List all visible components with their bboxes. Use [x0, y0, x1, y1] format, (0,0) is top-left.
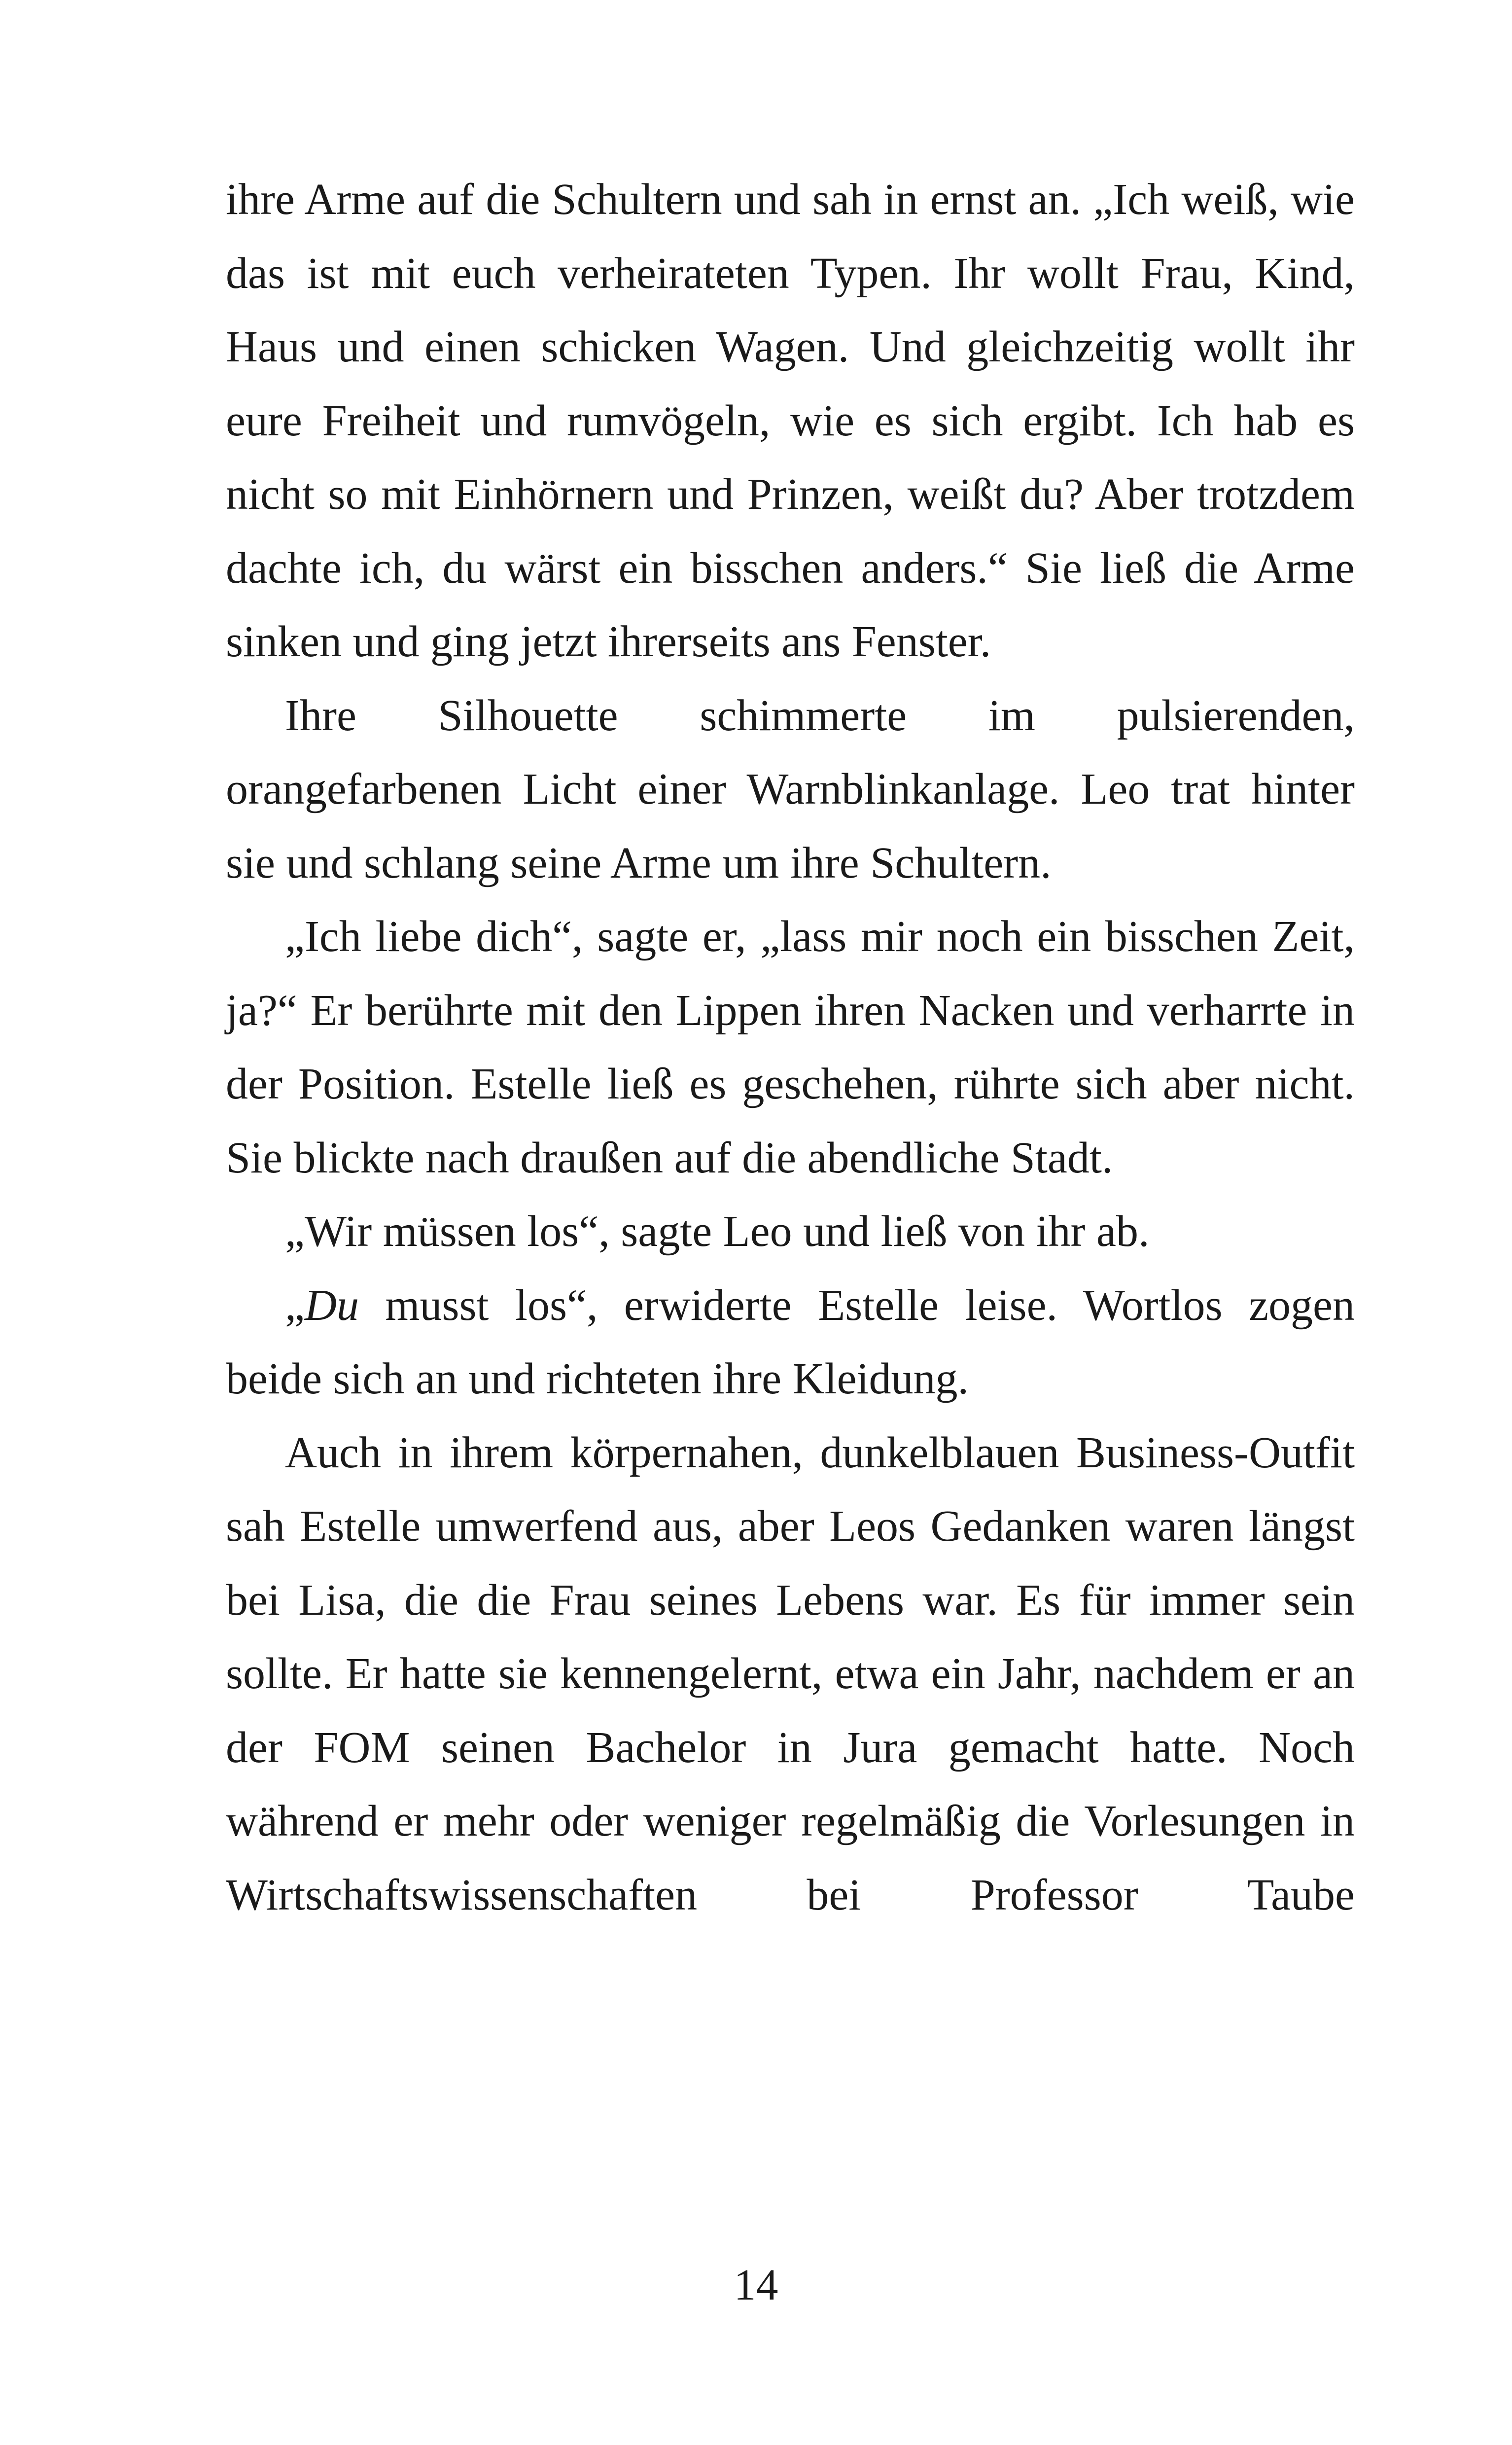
body-text: [226, 163, 1355, 1932]
paragraph-6: Auch in ihrem körpernahen, dunkelblauen Business-Outfit sah Estelle umwerfend aus, aber Leos Gedanken waren längst bei Lisa, die die Frau seines Lebens war. Es für immer sein sollte. Er hatte sie kennengelernt, etwa ein Jahr, nachdem er an der FOM seinen Bachelor in Jura gemacht hatte. Noch während er mehr oder weniger regelmäßig die Vorlesungen in Wirtschaftswissenschaften bei Professor Taube: [226, 1428, 1355, 1919]
paragraph-5-emphasis: Du: [304, 1280, 359, 1330]
page-number: 14: [734, 2261, 778, 2309]
paragraph-5: [226, 1269, 1355, 1416]
paragraph-2: Ihre Silhouette schimmerte im pulsierenden, orangefarbenen Licht einer Warnblinkanlage. Leo trat hinter sie und schlang seine Arme um ihre Schultern.: [226, 691, 1355, 887]
paragraph-4: „Wir müssen los“, sagte Leo und ließ von ihr ab.: [285, 1207, 1150, 1256]
paragraph-5-prefix: „: [285, 1280, 305, 1330]
paragraph-5-rest: musst los“, erwiderte Estelle leise. Wortlos zogen beide sich an und richteten ihre Kleidung.: [226, 1280, 1355, 1403]
paragraph-1: ihre Arme auf die Schultern und sah in ernst an. „Ich weiß, wie das ist mit euch verheirateten Typen. Ihr wollt Frau, Kind, Haus und einen schicken Wagen. Und gleichzeitig wollt ihr eure Freiheit und rumvögeln, wie es sich ergibt. Ich hab es nicht so mit Einhörnern und Prinzen, weißt du? Aber trotzdem dachte ich, du wärst ein bisschen anders.“ Sie ließ die Arme sinken und ging jetzt ihrerseits ans Fenster.: [226, 175, 1355, 666]
paragraph-3: „Ich liebe dich“, sagte er, „lass mir noch ein bisschen Zeit, ja?“ Er berührte mit den Lippen ihren Nacken und verharrte in der Position. Estelle ließ es geschehen, rührte sich aber nicht. Sie blickte nach draußen auf die abendliche Stadt.: [226, 912, 1355, 1182]
